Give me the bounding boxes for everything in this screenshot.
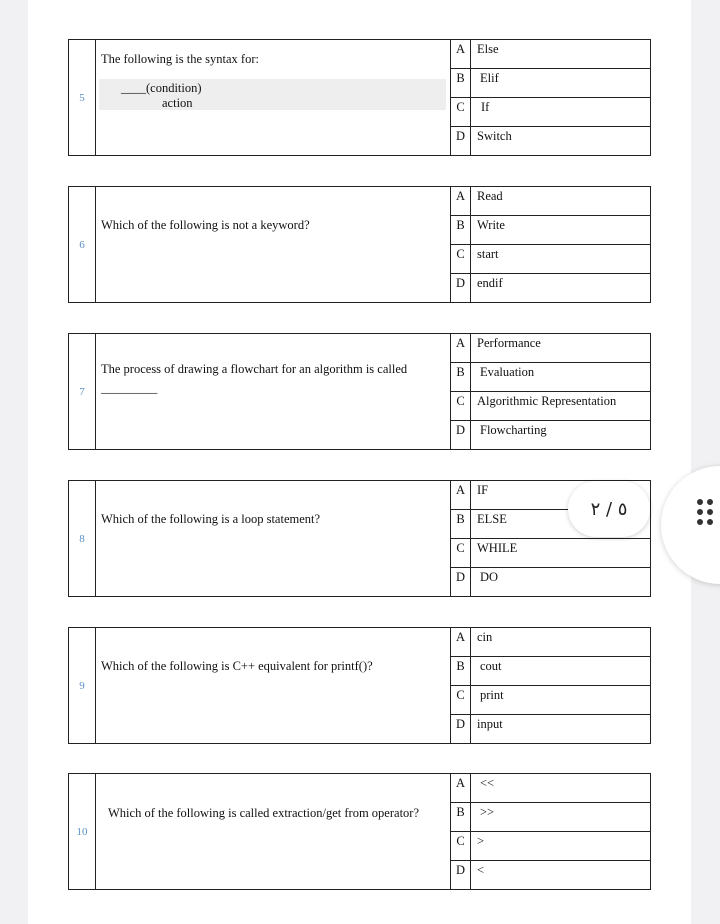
options [451,187,650,302]
question-number: 6 [69,187,96,302]
options [451,774,650,889]
option-a[interactable] [451,40,650,69]
option-letter: A [451,334,471,362]
option-d[interactable] [451,274,650,303]
option-text: Elif [480,71,499,85]
option-text: Switch [477,129,512,143]
question-number: 9 [69,628,96,743]
options [451,628,650,743]
option-text: < [477,863,485,877]
option-text: Else [477,42,499,56]
question-text [96,628,451,743]
option-text: Evaluation [480,365,535,379]
option-text: Algorithmic Representation [477,394,617,408]
option-letter: D [451,421,471,450]
question-7 [68,333,651,450]
option-text: WHILE [477,541,518,555]
option-text: << [480,776,495,790]
option-letter: A [451,40,471,68]
option-c[interactable] [451,392,650,421]
option-letter: C [451,98,471,126]
option-b[interactable] [451,363,650,392]
option-text: Flowcharting [480,423,547,437]
option-letter: C [451,686,471,714]
question-number: 8 [69,481,96,596]
option-d[interactable] [451,127,650,156]
option-letter: B [451,510,471,538]
more-options-icon[interactable] [697,499,713,525]
question-line: action [162,96,193,110]
question-line: The process of drawing a flowchart for an algorithm is called [101,362,408,376]
option-c[interactable] [451,98,650,127]
option-text: >> [480,805,495,819]
option-letter: A [451,481,471,509]
question-number: 7 [69,334,96,449]
question-8 [68,480,651,597]
option-a[interactable] [451,628,650,657]
option-b[interactable] [451,803,650,832]
option-d[interactable] [451,421,650,450]
option-d[interactable] [451,568,650,597]
option-a[interactable] [451,774,650,803]
option-letter: C [451,245,471,273]
option-letter: A [451,628,471,656]
option-letter: B [451,657,471,685]
option-letter: B [451,803,471,831]
question-10 [68,773,651,890]
option-a[interactable] [451,334,650,363]
option-text: > [477,834,485,848]
option-text: DO [480,570,499,584]
question-line: Which of the following is not a keyword? [101,218,310,232]
option-text: cin [477,630,493,644]
option-d[interactable] [451,715,650,744]
option-letter: A [451,187,471,215]
question-line: _________ [101,381,158,395]
option-c[interactable] [451,832,650,861]
option-text: start [477,247,499,261]
option-c[interactable] [451,539,650,568]
option-letter: D [451,127,471,156]
question-number: 5 [69,40,96,155]
option-text: ELSE [477,512,507,526]
question-text [96,481,451,596]
question-line: Which of the following is a loop statement? [101,512,321,526]
question-line: Which of the following is called extraction/get from operator? [108,806,419,820]
question-number: 10 [69,774,96,889]
option-letter: D [451,274,471,303]
option-c[interactable] [451,686,650,715]
option-text: endif [477,276,503,290]
option-letter: B [451,69,471,97]
question-5 [68,39,651,156]
question-line: Which of the following is C++ equivalent for printf()? [101,659,373,673]
question-9 [68,627,651,744]
option-b[interactable] [451,657,650,686]
option-letter: B [451,216,471,244]
option-text: Performance [477,336,541,350]
option-a[interactable] [451,187,650,216]
page-indicator[interactable]: ٥ / ٢ [568,481,650,537]
option-letter: A [451,774,471,802]
option-text: input [477,717,503,731]
question-6 [68,186,651,303]
options [451,334,650,449]
question-text [96,40,451,155]
question-line: ____(condition) [121,81,202,95]
question-text [96,187,451,302]
question-line: The following is the syntax for: [101,52,259,66]
question-text [96,774,451,889]
option-letter: D [451,568,471,597]
option-text: Read [477,189,503,203]
option-text: IF [477,483,489,497]
option-b[interactable] [451,69,650,98]
option-c[interactable] [451,245,650,274]
option-d[interactable] [451,861,650,890]
option-text: Write [477,218,505,232]
option-letter: C [451,539,471,567]
question-text [96,334,451,449]
option-letter: B [451,363,471,391]
options [451,40,650,155]
option-text: If [481,100,490,114]
option-text: print [480,688,504,702]
option-letter: C [451,832,471,860]
option-letter: D [451,861,471,890]
option-letter: D [451,715,471,744]
option-letter: C [451,392,471,420]
option-b[interactable] [451,216,650,245]
option-text: cout [480,659,502,673]
